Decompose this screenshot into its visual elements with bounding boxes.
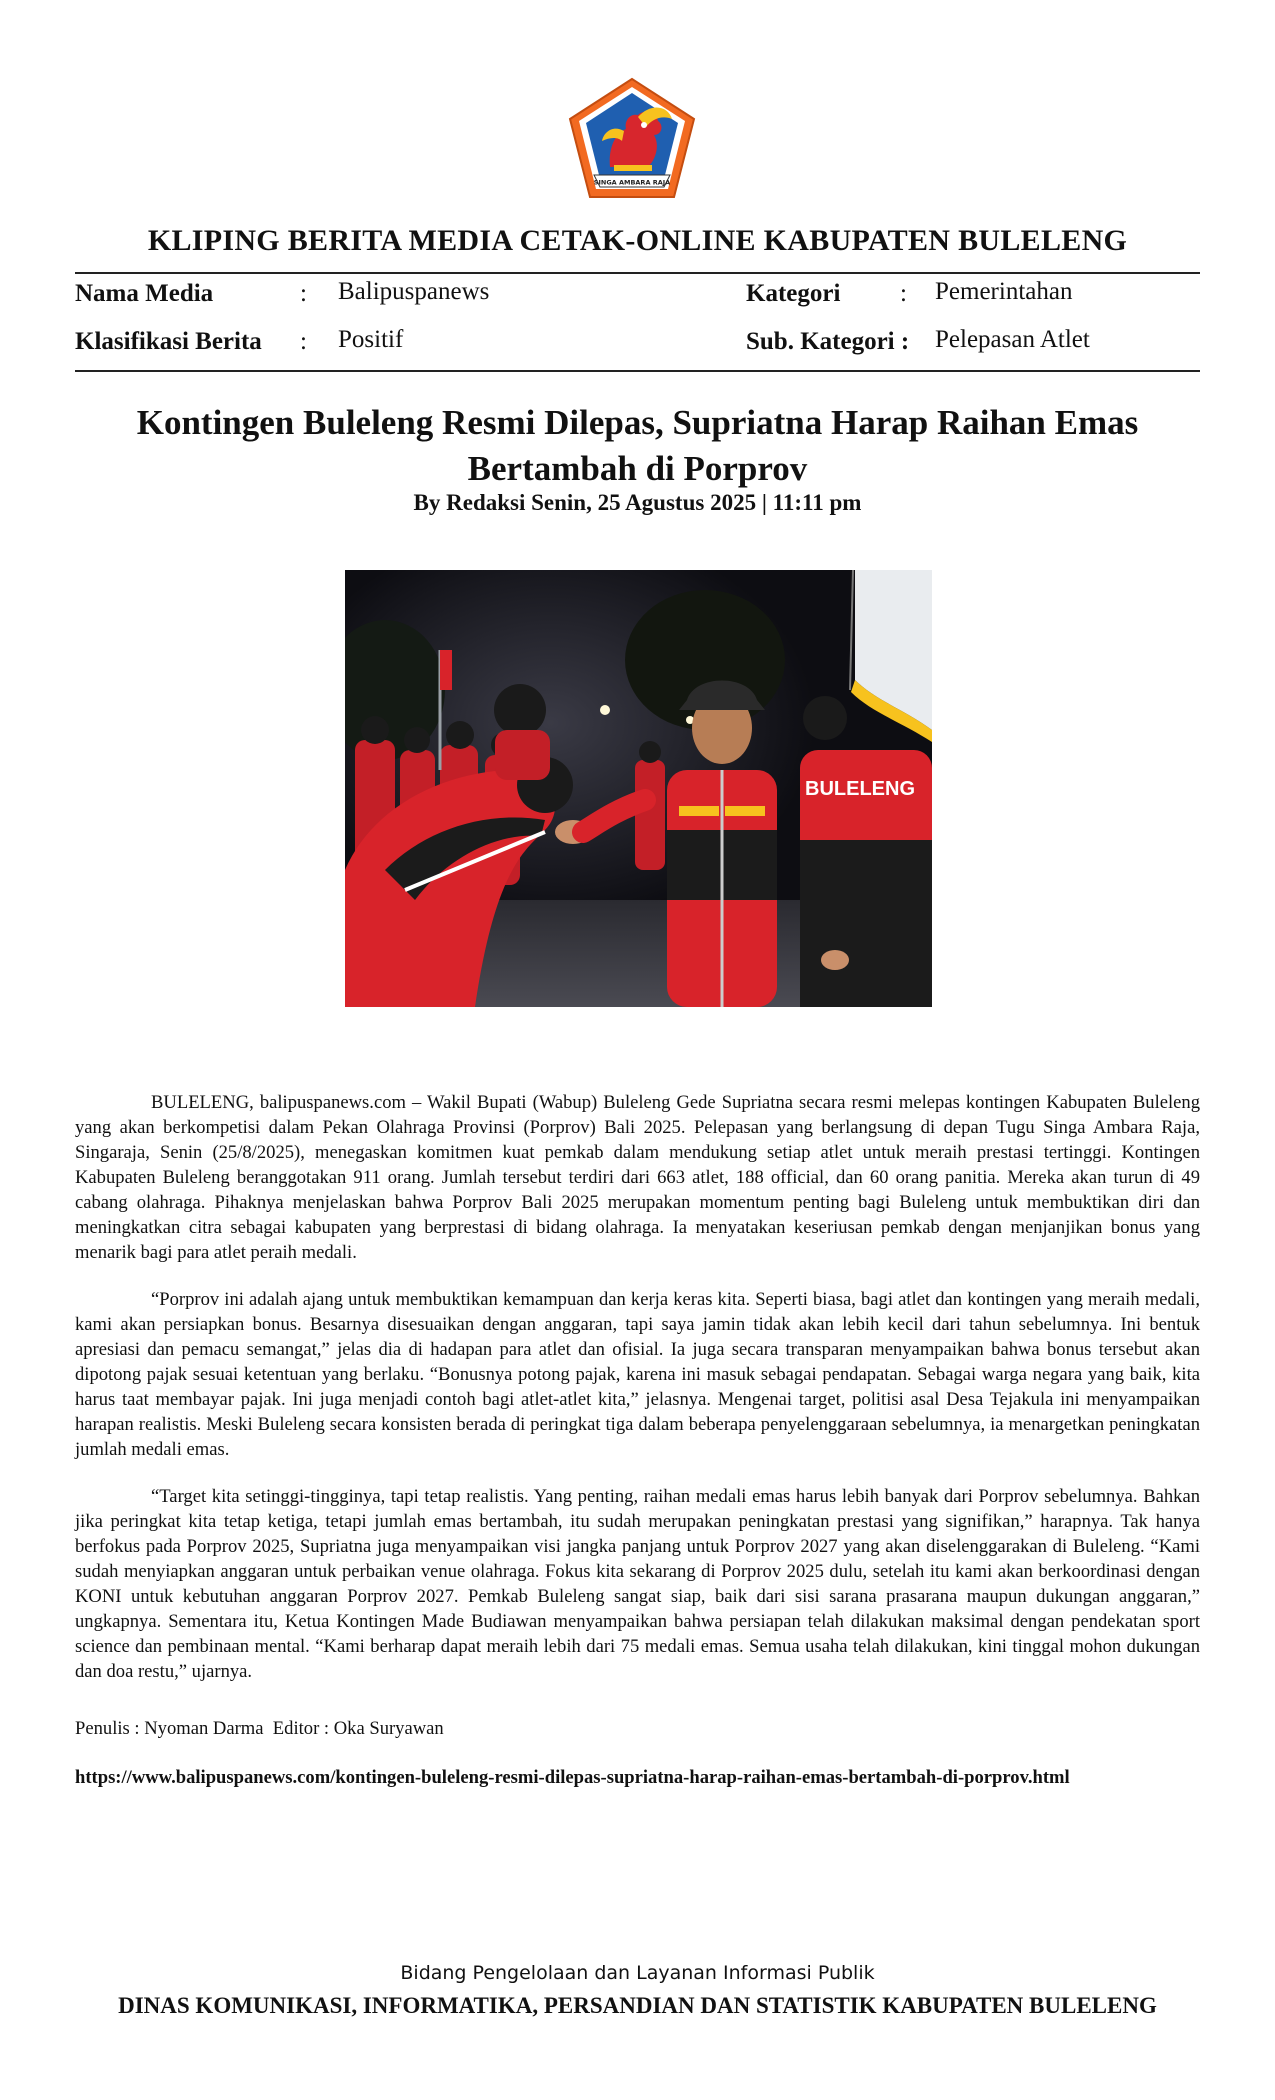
classification-colon: :: [300, 328, 307, 355]
category-value: Pemerintahan: [935, 278, 1073, 305]
category-label: Kategori: [746, 280, 841, 307]
footer-agency: DINAS KOMUNIKASI, INFORMATIKA, PERSANDIAN DAN STATISTIK KABUPATEN BULELENG: [118, 1993, 1157, 2018]
article-paragraph-1: BULELENG, balipuspanews.com – Wakil Bupati (Wabup) Buleleng Gede Supriatna secara resmi melepas kontingen Kabupaten Buleleng yang akan berkompetisi dalam Pekan Olahraga Provinsi (Porprov) Bali 2025. Pelepasan yang berlangsung di depan Tugu Singa Ambara Raja, Singaraja, Senin (25/8/2025), menegaskan komitmen kuat pemkab dalam mendukung setiap atlet untuk meraih prestasi tertinggi. Kontingen Kabupaten Buleleng beranggotakan 911 orang. Jumlah tersebut terdiri dari 663 atlet, 188 official, dan 60 orang panitia. Mereka akan turun di 49 cabang olahraga. Pihaknya menjelaskan bahwa Porprov Bali 2025 merupakan momentum penting bagi Buleleng untuk membuktikan diri dan meningkatkan citra sebagai kabupaten yang berprestasi di bidang olahraga. Ia menyatakan keseriusan pemkab dengan menjanjikan bonus yang menarik bagi para atlet peraih medali.: [75, 1092, 1200, 1263]
article-source-url: https://www.balipuspanews.com/kontingen-buleleng-resmi-dilepas-supriatna-harap-raihan-emas-bertambah-di-porprov.html: [75, 1767, 1070, 1788]
footer-division: Bidang Pengelolaan dan Layanan Informasi Publik: [400, 1962, 875, 1984]
media-name-value: Balipuspanews: [338, 278, 490, 305]
media-name-colon: :: [300, 280, 307, 307]
clipping-header-title: KLIPING BERITA MEDIA CETAK-ONLINE KABUPATEN BULELENG: [147, 224, 1128, 257]
photo-jacket-text: BULELENG: [805, 778, 915, 800]
article-byline: By Redaksi Senin, 25 Agustus 2025 | 11:11 pm: [413, 490, 862, 515]
subcategory-label: Sub. Kategori :: [746, 328, 910, 355]
media-name-label: Nama Media: [75, 280, 214, 307]
article-paragraph-2: “Porprov ini adalah ajang untuk membuktikan kemampuan dan kerja keras kita. Seperti biasa, bagi atlet dan kontingen yang meraih medali, kami akan persiapkan bonus. Besarnya disesuaikan dengan anggaran, tapi saya jamin tidak akan lebih kecil dari tahun sebelumnya. Ini bentuk apresiasi dan pemacu semangat,” jelas dia di hadapan para atlet dan ofisial. Ia juga secara transparan menyampaikan bahwa bonus tersebut akan dipotong pajak sesuai ketentuan yang berlaku. “Bonusnya potong pajak, karena ini masuk sebagai pendapatan. Sebagai warga negara yang baik, kita harus taat membayar pajak. Ini juga menjadi contoh bagi atlet-atlet kita,” jelasnya. Mengenai target, politisi asal Desa Tejakula ini menyampaikan harapan realistis. Meski Buleleng secara konsisten berada di peringkat tiga dalam beberapa penyelenggaraan sebelumnya, ia menargetkan peningkatan jumlah medali emas.: [75, 1289, 1200, 1460]
header-bottom-divider: [75, 370, 1200, 372]
subcategory-value: Pelepasan Atlet: [935, 326, 1090, 353]
article-body: [75, 1090, 1200, 1706]
category-colon: :: [900, 280, 907, 307]
article-headline: Kontingen Buleleng Resmi Dilepas, Supriatna Harap Raihan Emas Bertambah di Porprov: [136, 403, 1139, 488]
header-top-divider: [75, 272, 1200, 274]
article-credits: Penulis : Nyoman Darma Editor : Oka Suryawan: [75, 1718, 444, 1739]
news-photo: [345, 570, 932, 1007]
classification-label: Klasifikasi Berita: [75, 328, 262, 355]
classification-value: Positif: [338, 326, 404, 353]
article-paragraph-3: “Target kita setinggi-tingginya, tapi tetap realistis. Yang penting, raihan medali emas harus lebih banyak dari Porprov sebelumnya. Bahkan jika peringkat kita tetap ketiga, tetapi jumlah emas bertambah, itu sudah merupakan peningkatan prestasi yang signifikan,” harapnya. Tak hanya berfokus pada Porprov 2025, Supriatna juga menyampaikan visi jangka panjang untuk Porprov 2027 yang akan diselenggarakan di Buleleng. “Kami sudah menyiapkan anggaran untuk perbaikan venue olahraga. Fokus kita sekarang di Porprov 2025 dulu, setelah itu kami akan berkoordinasi dengan KONI untuk kebutuhan anggaran Porprov 2027. Pemkab Buleleng sangat siap, baik dari sisi sarana prasarana maupun dukungan anggaran,” ungkapnya. Sementara itu, Ketua Kontingen Made Budiawan menyampaikan bahwa persiapan telah dilakukan maksimal dengan pendekatan sport science dan pembinaan mental. “Kami berharap dapat meraih lebih dari 75 medali emas. Semua usaha telah dilakukan, kini tinggal mohon dukungan dan doa restu,” ujarnya.: [75, 1486, 1200, 1682]
logo-banner-text: SINGA AMBARA RAJA: [593, 178, 671, 187]
buleleng-emblem-logo: [564, 75, 700, 201]
